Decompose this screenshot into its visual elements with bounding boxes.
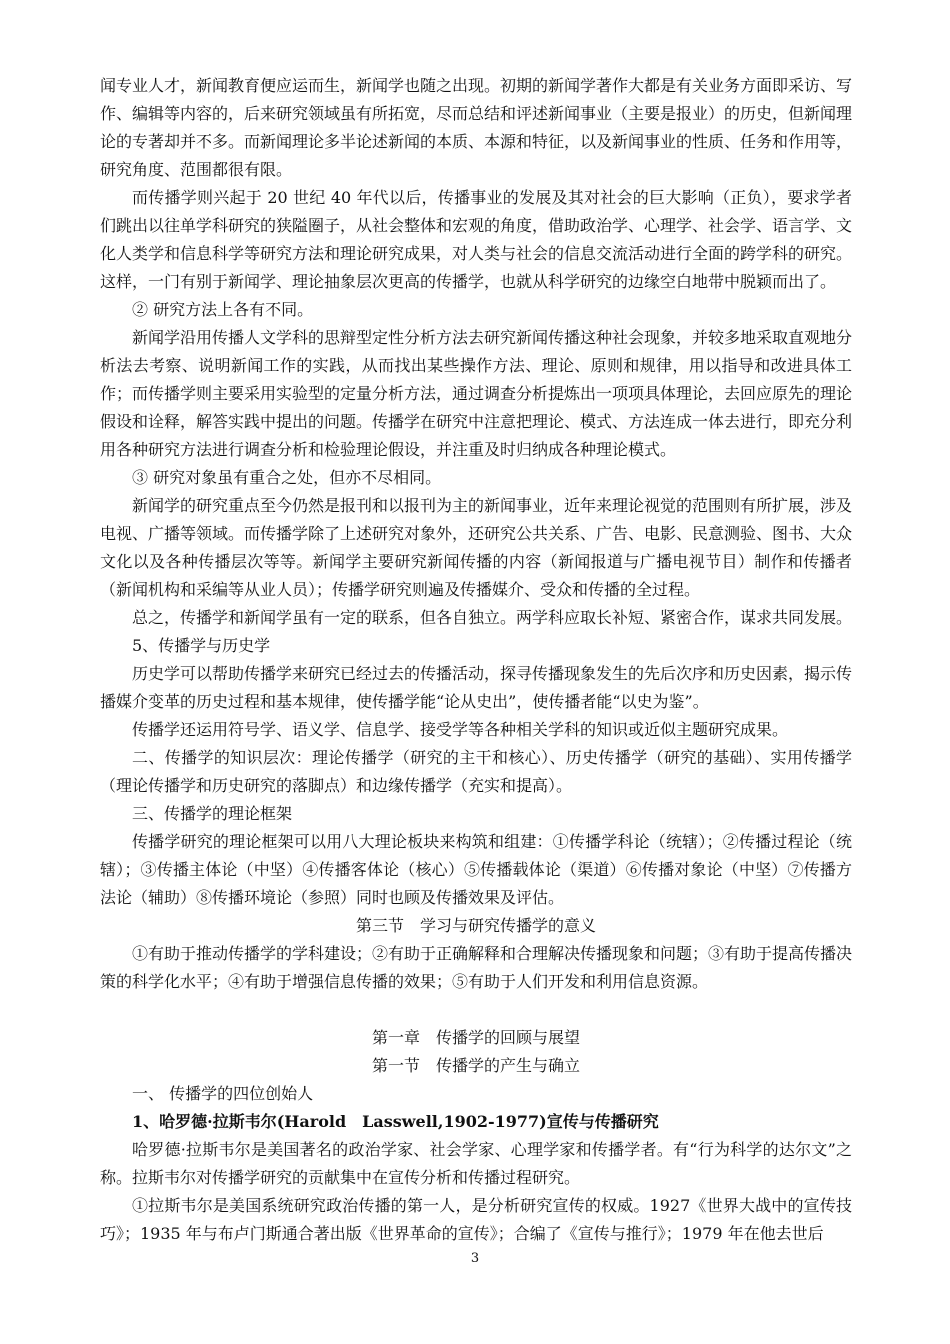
paragraph: 新闻学的研究重点至今仍然是报刊和以报刊为主的新闻事业，近年来理论视觉的范围则有所扩展，涉及电视、广播等领域。而传播学除了上述研究对象外，还研究公共关系、广告、电影、民意测验、图书、大众文化以及各种传播层次等等。新闻学主要研究新闻传播的内容（新闻报道与广播电视节目）制作和传播者（新闻机构和采编等从业人员）；传播学研究则遍及传播媒介、受众和传播的全过程。 bbox=[100, 496, 853, 599]
list-heading: ③ 研究对象虽有重合之处，但亦不尽相同。 bbox=[132, 468, 442, 487]
paragraph: 传播学研究的理论框架可以用八大理论板块来构筑和组建：①传播学科论（统辖）；②传播过程论（统辖）；③传播主体论（中坚）④传播客体论（核心）⑤传播载体论（渠道）⑥传播对象论（中坚）⑦传播方法论（辅助）⑧传播环境论（参照）同时也顾及传播效果及评估。 bbox=[100, 832, 852, 907]
chapter-title: 第一章 传播学的回顾与展望 bbox=[371, 1028, 580, 1047]
subsection-heading: 1、哈罗德·拉斯韦尔(Harold Lasswell,1902-1977)宣传与传播研究 bbox=[132, 1112, 659, 1131]
paragraph: ①有助于推动传播学的学科建设；②有助于正确解释和合理解决传播现象和问题；③有助于提高传播决策的科学化水平；④有助于增强信息传播的效果；⑤有助于人们开发和利用信息资源。 bbox=[100, 944, 853, 991]
section-heading: 一、 传播学的四位创始人 bbox=[132, 1084, 314, 1103]
paragraph: 历史学可以帮助传播学来研究已经过去的传播活动，探寻传播现象发生的先后次序和历史因素，揭示传播媒介变革的历史过程和基本规律，使传播学能“论从史出”，使传播者能“以史为鉴”。 bbox=[100, 664, 853, 711]
paragraph: 新闻学沿用传播人文学科的思辩型定性分析方法去研究新闻传播这种社会现象，并较多地采取直观地分析法去考察、说明新闻工作的实践，从而找出某些操作方法、理论、原则和规律，用以指导和改进具体工作；而传播学则主要采用实验型的定量分析方法，通过调查分析提炼出一项项具体理论，去回应原先的理论假设和诠释，解答实践中提出的问题。传播学在研究中注意把理论、模式、方法连成一体去进行，即充分利用各种研究方法进行调查分析和检验理论假设，并注重及时归纳成各种理论模式。 bbox=[100, 328, 853, 459]
document-page bbox=[100, 72, 852, 1248]
paragraph: 闻专业人才，新闻教育便应运而生，新闻学也随之出现。初期的新闻学著作大都是有关业务方面即采访、写作、编辑等内容的，后来研究领域虽有所拓宽，尽而总结和评述新闻事业（主要是报业）的历史，但新闻理论的专著却并不多。而新闻理论多半论述新闻的本质、本源和特征，以及新闻事业的性质、任务和作用等，研究角度、范围都很有限。 bbox=[100, 76, 853, 179]
paragraph: 传播学还运用符号学、语义学、信息学、接受学等各种相关学科的知识或近似主题研究成果。 bbox=[132, 720, 789, 739]
section-title: 第三节 学习与研究传播学的意义 bbox=[355, 916, 596, 935]
paragraph: 而传播学则兴起于 20 世纪 40 年代以后，传播事业的发展及其对社会的巨大影响（正负），要求学者们跳出以往单学科研究的狭隘圈子，从社会整体和宏观的角度，借助政治学、心理学、社会学、语言学、文化人类学和信息科学等研究方法和理论研究成果，对人类与社会的信息交流活动进行全面的跨学科的研究。这样，一门有别于新闻学、理论抽象层次更高的传播学，也就从科学研究的边缘空白地带中脱颖而出了。 bbox=[100, 188, 853, 291]
page-number: 3 bbox=[470, 1251, 480, 1266]
section-heading: 三、传播学的理论框架 bbox=[132, 804, 293, 823]
section-title: 第一节 传播学的产生与确立 bbox=[371, 1056, 580, 1075]
paragraph: 二、传播学的知识层次：理论传播学（研究的主干和核心）、历史传播学（研究的基础）、实用传播学（理论传播学和历史研究的落脚点）和边缘传播学（充实和提高）。 bbox=[100, 748, 852, 795]
section-heading: 5、传播学与历史学 bbox=[132, 636, 271, 655]
list-heading: ② 研究方法上各有不同。 bbox=[132, 300, 314, 319]
paragraph: 总之，传播学和新闻学虽有一定的联系，但各自独立。两学科应取长补短、紧密合作，谋求共同发展。 bbox=[132, 608, 853, 627]
paragraph: ①拉斯韦尔是美国系统研究政治传播的第一人，是分析研究宣传的权威。1927《世界大战中的宣传技巧》；1935 年与布卢门斯通合著出版《世界革命的宣传》；合编了《宣传与推行》；1979 年在他去世后 bbox=[100, 1196, 852, 1243]
paragraph: 哈罗德·拉斯韦尔是美国著名的政治学家、社会学家、心理学家和传播学者。有“行为科学的达尔文”之称。拉斯韦尔对传播学研究的贡献集中在宣传分析和传播过程研究。 bbox=[100, 1140, 852, 1187]
